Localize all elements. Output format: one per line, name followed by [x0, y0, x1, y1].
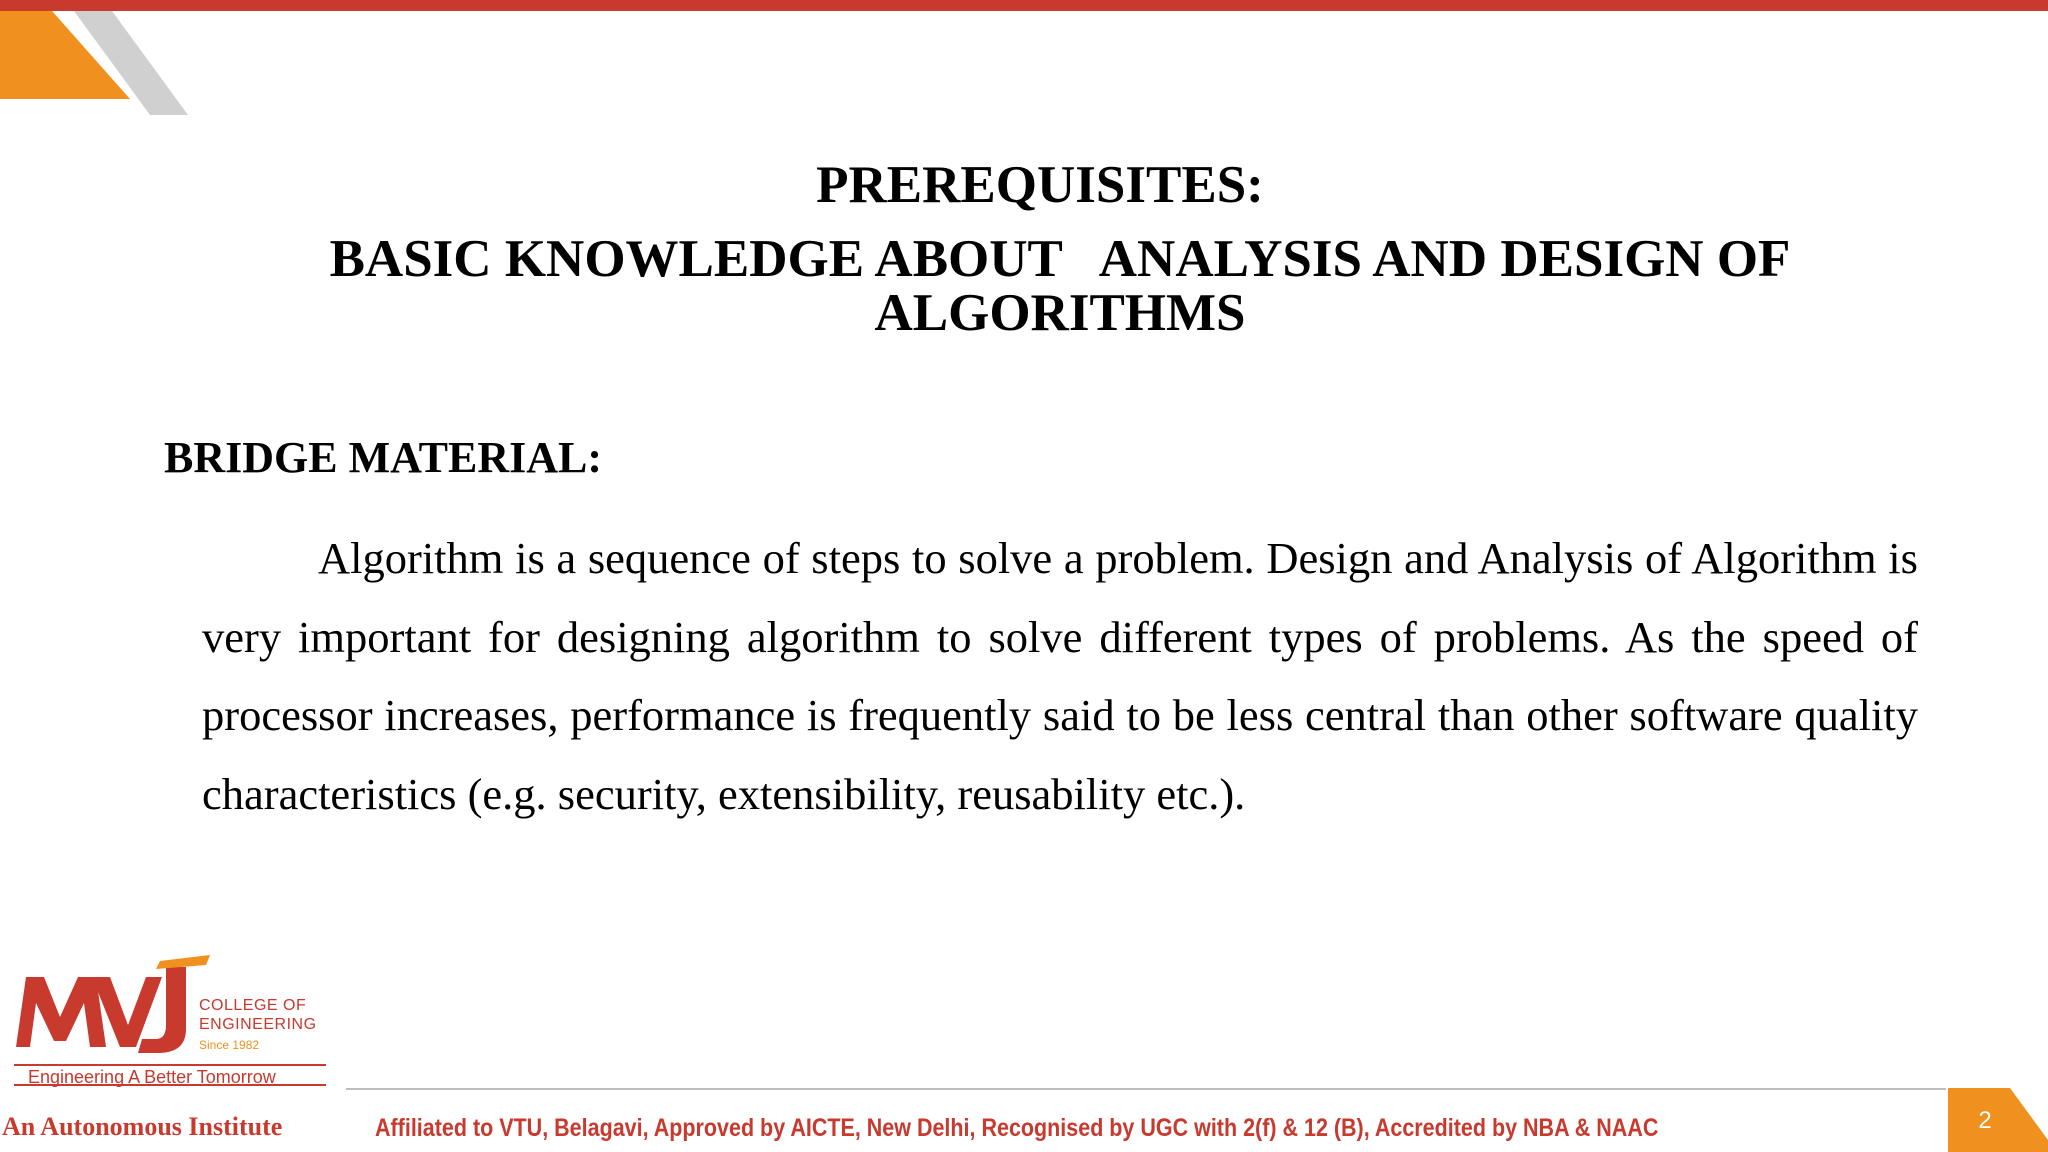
- logo-engineering: ENGINEERING: [199, 1016, 317, 1033]
- logo-college-of: COLLEGE OF: [199, 997, 307, 1014]
- autonomous-institute-label: An Autonomous Institute: [2, 1112, 283, 1141]
- top-accent-bar: [0, 0, 2048, 11]
- page-number: 2: [1978, 1107, 1992, 1134]
- section-heading: BRIDGE MATERIAL:: [164, 433, 603, 482]
- slide-title: PREREQUISITES:: [816, 156, 1264, 214]
- logo-since: Since 1982: [199, 1038, 260, 1052]
- body-paragraph: Algorithm is a sequence of steps to solve a problem. Design and Analysis of Algorithm is very important for designing algorithm to solve different types of problems. As the speed of processor increases, performance is frequently said to be less central than other software quality characteristics (e.g. security, extensibility, reusability etc.).: [202, 533, 1918, 819]
- corner-decoration: [0, 11, 200, 121]
- mvj-logo-mark: [16, 955, 210, 1053]
- slide-subtitle: BASIC KNOWLEDGE ABOUT ANALYSIS AND DESIGN OF ALGORITHMS: [329, 230, 1801, 342]
- logo-tagline: Engineering A Better Tomorrow: [28, 1067, 276, 1087]
- footer-affiliation: Affiliated to VTU, Belagavi, Approved by AICTE, New Delhi, Recognised by UGC with 2(f) & 12 (B), Accredited by NBA & NAAC: [375, 1114, 1659, 1142]
- footer-divider: [346, 1088, 1946, 1090]
